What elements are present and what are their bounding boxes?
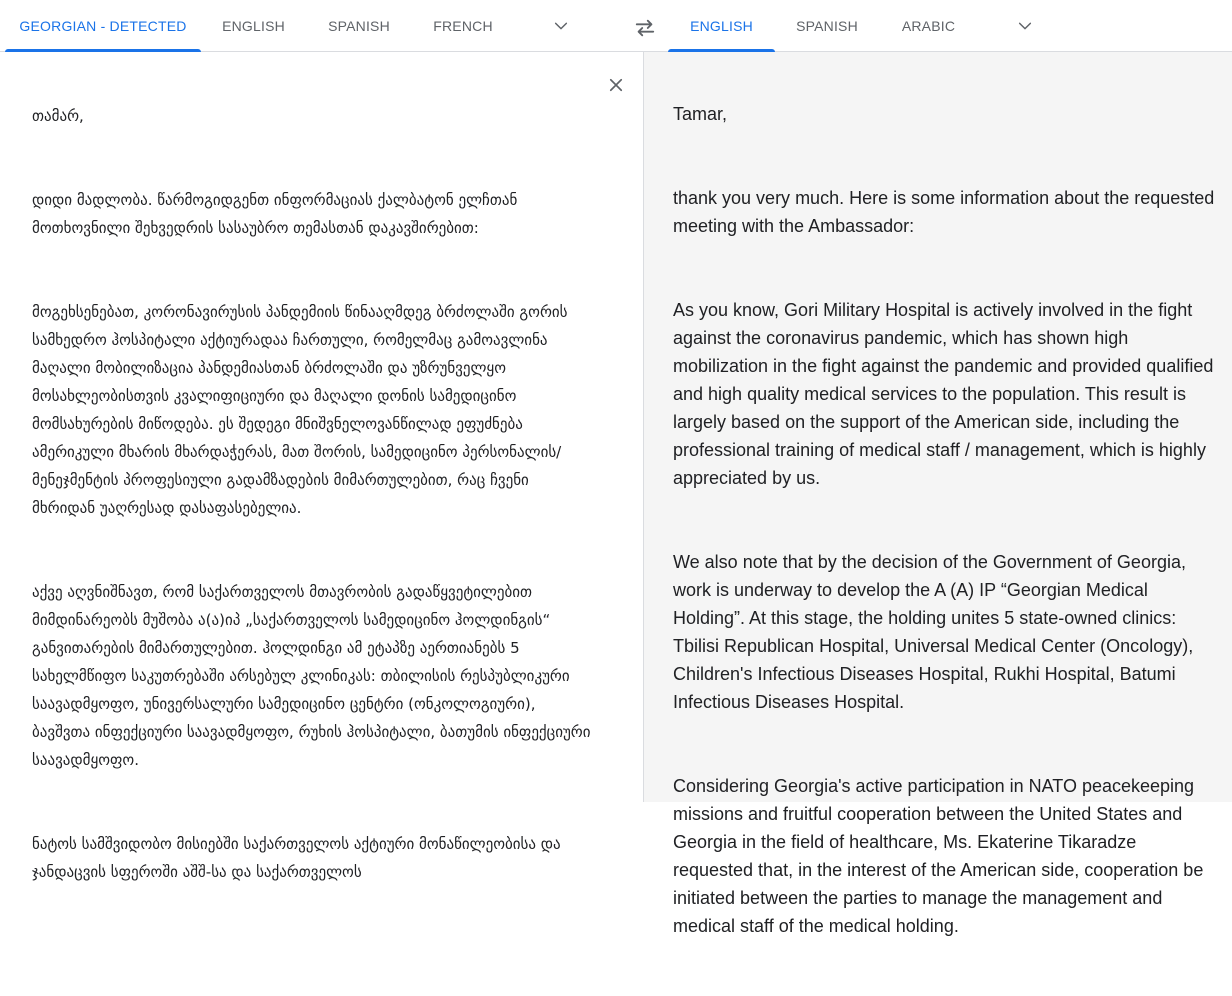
tab-source-english[interactable]: ENGLISH xyxy=(222,17,285,34)
swap-icon xyxy=(634,17,656,39)
tab-source-spanish[interactable]: SPANISH xyxy=(328,17,390,34)
clear-source-button[interactable] xyxy=(603,72,629,98)
close-icon xyxy=(607,76,625,94)
source-paragraph: მოგეხსენებათ, კორონავირუსის პანდემიის წინააღმდეგ ბრძოლაში გორის სამხედრო ჰოსპიტალი აქტიურადაა ჩართული, რომელმაც გამოავლინა მაღალი მობილიზაცია პანდემიასთან ბრძოლაში და უზრუნველყო მოსახლეობისთვის კვალიფიციური და მაღალი დონის სამედიცინო მომსახურების მიწოდება. ეს შედეგი მნიშვნელოვანწილად ეფუძნება ამერიკული მხარის მხარდაჭერას, მათ შორის, სამედიცინო პერსონალის/მენეჯმენტის პროფესიული გადამზადების მიმართულებით, რაც ჩვენი მხრიდან უაღრესად დასაფასებელია. xyxy=(32,303,568,517)
tab-source-georgian-detected[interactable]: GEORGIAN - DETECTED xyxy=(5,0,201,51)
translation-paragraph: Considering Georgia's active participation in NATO peacekeeping missions and fruitful cooperation between the United States and Georgia in the field of healthcare, Ms. Ekaterine Tikaradze requested that, in the interest of the American side, cooperation be initiated between the parties to manage the management and medical staff of the medical holding. xyxy=(673,776,1204,936)
language-bar xyxy=(0,0,1232,52)
tab-target-spanish[interactable]: SPANISH xyxy=(796,17,858,34)
source-paragraph: დიდი მადლობა. წარმოგიდგენთ ინფორმაციას ქალბატონ ელჩთან მოთხოვნილი შეხვედრის სასაუბრო თემასთან დაკავშირებით: xyxy=(32,191,518,237)
chevron-down-icon xyxy=(1017,18,1033,34)
source-more-languages-button[interactable] xyxy=(514,0,608,51)
source-paragraph: აქვე აღვნიშნავთ, რომ საქართველოს მთავრობის გადაწყვეტილებით მიმდინარეობს მუშობა ა(ა)იპ „საქართველოს სამედიცინო ჰოლდინგის“ განვითარების მიმართულებით. ჰოლდინგი ამ ეტაპზე აერთიანებს 5 სახელმწიფო საკუთრებაში არსებულ კლინიკას: თბილისის რესპუბლიკური საავადმყოფო, უნივერსალური სამედიცინო ცენტრი (ონკოლოგიური), ბავშვთა ინფექციური საავადმყოფო, რუხის ჰოსპიტალი, ბათუმის ინფექციური საავადმყოფო. xyxy=(32,583,591,769)
swap-languages-button[interactable] xyxy=(630,13,660,43)
target-more-languages-button[interactable] xyxy=(978,0,1072,51)
target-language-tabs xyxy=(668,0,1072,51)
tab-source-french[interactable]: FRENCH xyxy=(433,17,493,34)
source-paragraph: თამარ, xyxy=(32,107,84,125)
translation-paragraph: thank you very much. Here is some information about the requested meeting with the Ambassador: xyxy=(673,188,1215,236)
tab-target-arabic[interactable]: ARABIC xyxy=(901,17,956,34)
translation-output xyxy=(673,72,1221,996)
translation-paragraph: Tamar, xyxy=(673,104,728,124)
source-language-tabs xyxy=(5,0,608,51)
source-text-pane[interactable] xyxy=(5,52,644,881)
chevron-down-icon xyxy=(553,18,569,34)
translation-pane xyxy=(644,52,1232,936)
translation-paragraph: As you know, Gori Military Hospital is actively involved in the fight against the coronavirus pandemic, which has shown high mobilization in the fight against the pandemic and provided qualified and high quality medical services to the population. This result is largely based on the support of the American side, including the professional training of medical staff / management, which is highly appreciated by us. xyxy=(673,300,1214,488)
source-textarea[interactable] xyxy=(32,74,592,942)
tab-target-english[interactable]: ENGLISH xyxy=(668,0,775,51)
translation-paragraph: We also note that by the decision of the Government of Georgia, work is underway to develop the A (A) IP “Georgian Medical Holding”. At this stage, the holding unites 5 state-owned clinics: Tbilisi Republican Hospital, Universal Medical Center (Oncology), Children's Infectious Diseases Hospital, Rukhi Hospital, Batumi Infectious Diseases Hospital. xyxy=(673,552,1194,712)
source-paragraph: ნატოს სამშვიდობო მისიებში საქართველოს აქტიური მონაწილეობისა და ჯანდაცვის სფეროში აშშ-სა და საქართველოს xyxy=(32,835,561,881)
